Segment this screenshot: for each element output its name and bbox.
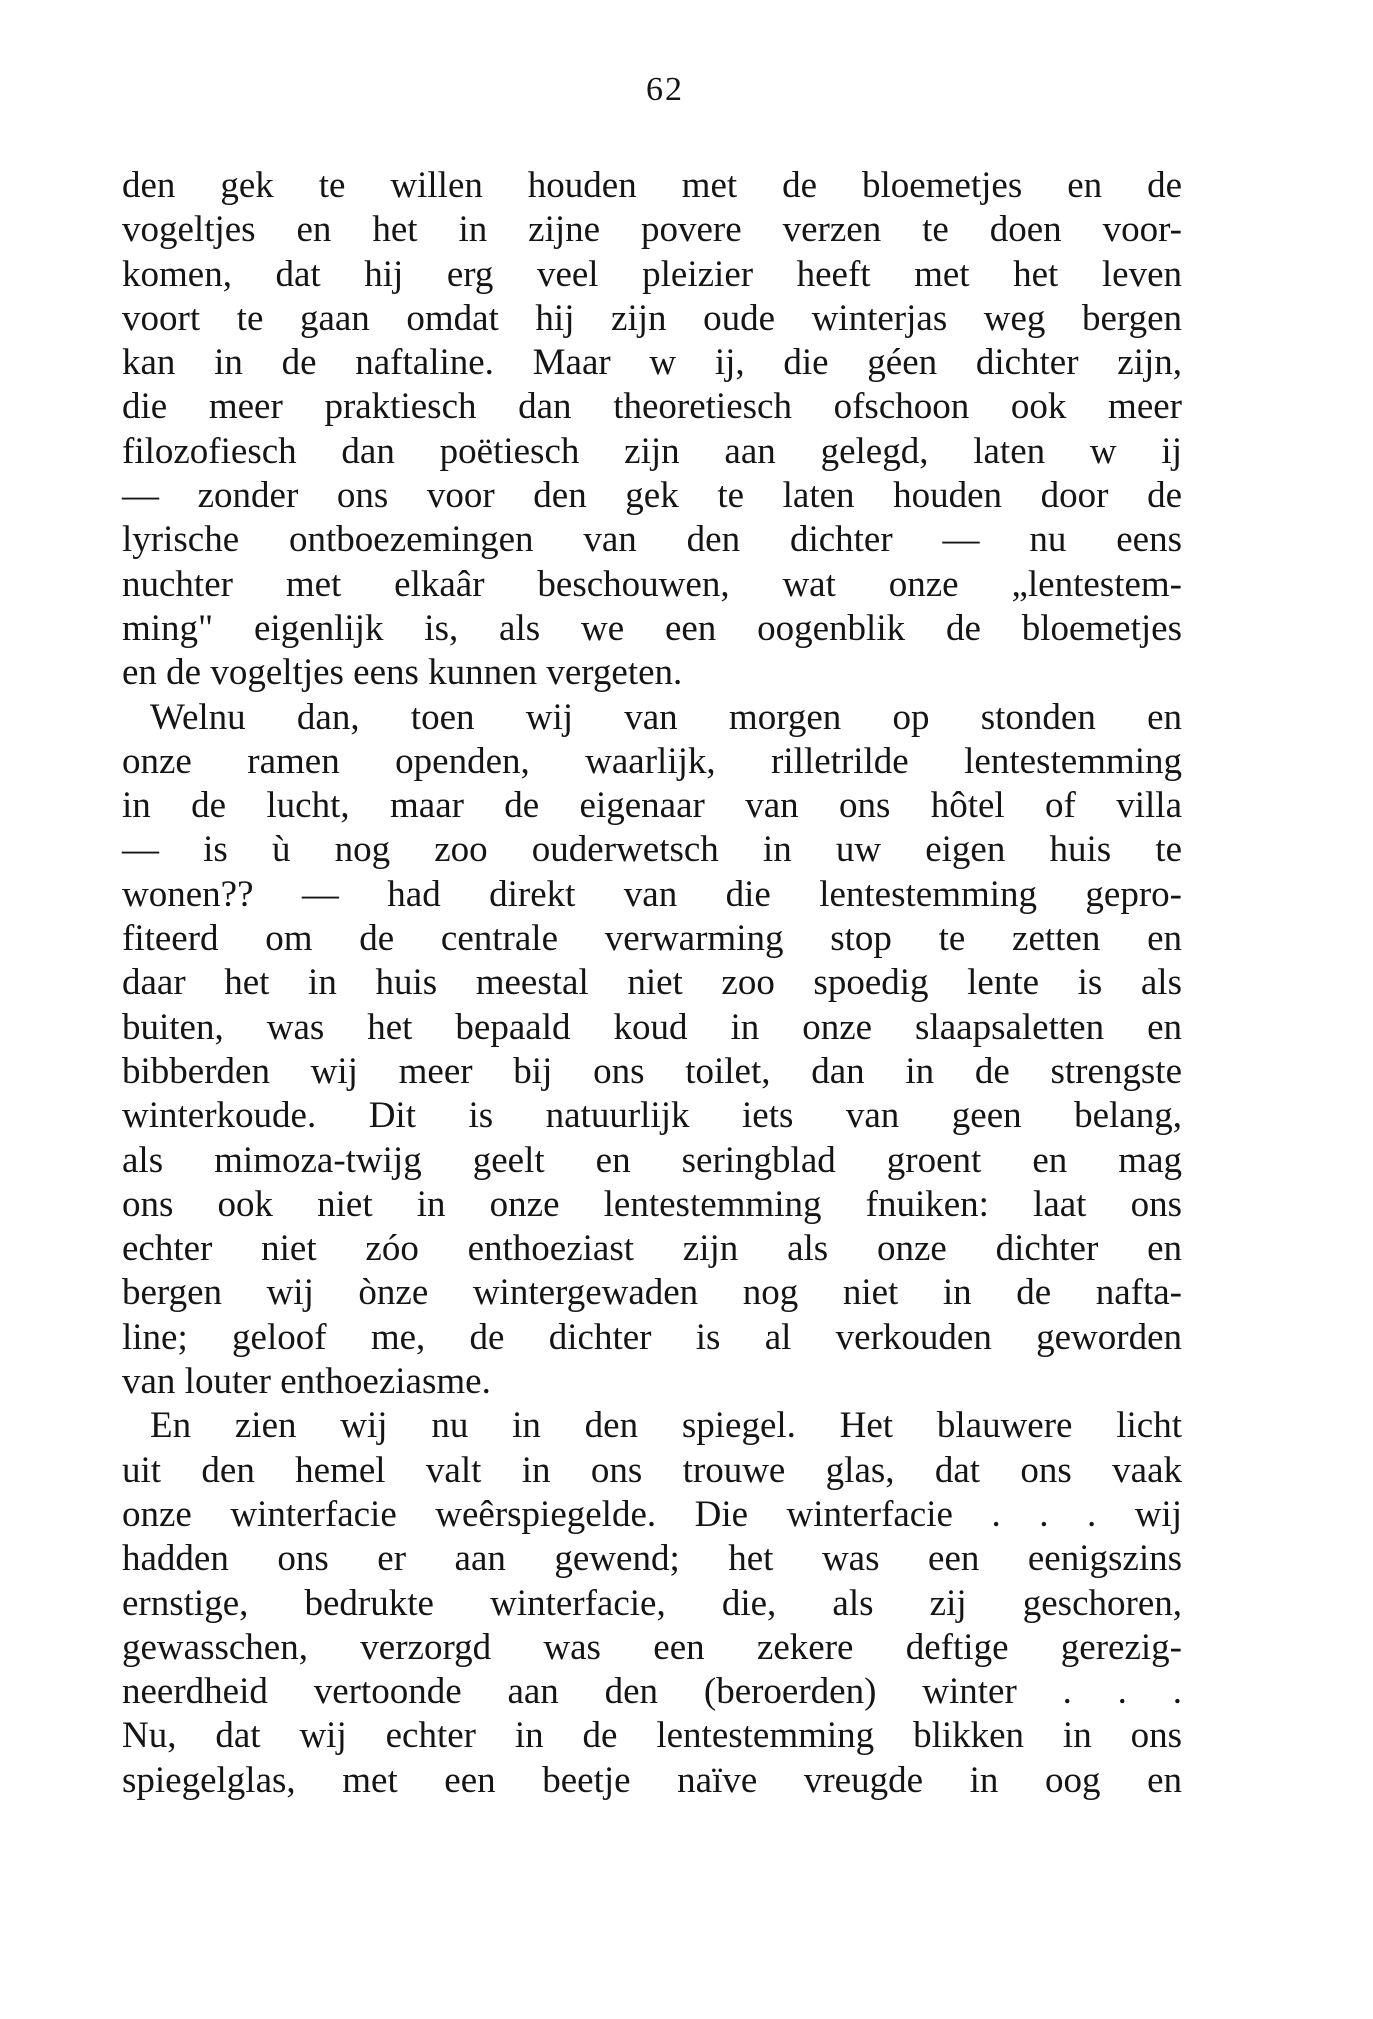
text-line: buiten, was het bepaald koud in onze slaapsaletten en — [122, 1006, 1182, 1048]
paragraph — [122, 1404, 1182, 1803]
text-line: spiegelglas, met een beetje naïve vreugde in oog en — [122, 1759, 1182, 1801]
text-line: Welnu dan, toen wij van morgen op stonden en — [150, 696, 1182, 738]
text-line: ons ook niet in onze lentestemming fnuiken: laat ons — [122, 1183, 1182, 1225]
text-line: lyrische ontboezemingen van den dichter — nu eens — [122, 519, 1182, 561]
paragraph — [122, 696, 1182, 1405]
text-line: neerdheid vertoonde aan den (beroerden) winter . . . — [122, 1671, 1182, 1713]
text-line: fiteerd om de centrale verwarming stop te zetten en — [122, 918, 1182, 960]
text-line: als mimoza-twijg geelt en seringblad groent en mag — [122, 1139, 1182, 1181]
text-line: En zien wij nu in den spiegel. Het blauwere licht — [150, 1405, 1182, 1447]
text-line: onze winterfacie weêrspiegelde. Die winterfacie . . . wij — [122, 1493, 1182, 1535]
text-line: ernstige, bedrukte winterfacie, die, als zij geschoren, — [122, 1582, 1182, 1624]
text-line: line; geloof me, de dichter is al verkouden geworden — [122, 1316, 1182, 1358]
paragraph — [122, 164, 1182, 696]
text-line: bibberden wij meer bij ons toilet, dan in de strengste — [122, 1050, 1182, 1092]
text-line: — zonder ons voor den gek te laten houden door de — [122, 475, 1182, 517]
text-line: komen, dat hij erg veel pleizier heeft met het leven — [122, 253, 1182, 295]
text-line: kan in de naftaline. Maar w ij, die géen dichter zijn, — [122, 342, 1182, 384]
text-line: onze ramen openden, waarlijk, rilletrilde lentestemming — [122, 740, 1182, 782]
text-line: bergen wij ònze wintergewaden nog niet in de nafta- — [122, 1272, 1182, 1314]
text-line: in de lucht, maar de eigenaar van ons hôtel of villa — [122, 785, 1182, 827]
text-line: den gek te willen houden met de bloemetjes en de — [122, 165, 1182, 206]
text-line: echter niet zóo enthoeziast zijn als onze dichter en — [122, 1228, 1182, 1270]
text-line: ming" eigenlijk is, als we een oogenblik de bloemetjes — [122, 607, 1182, 649]
text-line: gewasschen, verzorgd was een zekere deftige gerezig- — [122, 1626, 1182, 1668]
text-line: hadden ons er aan gewend; het was een eenigszins — [122, 1538, 1182, 1580]
text-line: nuchter met elkaâr beschouwen, wat onze „lentestem- — [122, 563, 1182, 605]
text-line: filozofiesch dan poëtiesch zijn aan gelegd, laten w ij — [122, 430, 1182, 472]
body-text — [122, 164, 1182, 1803]
text-line: vogeltjes en het in zijne povere verzen te doen voor- — [122, 209, 1182, 251]
text-line: uit den hemel valt in ons trouwe glas, dat ons vaak — [122, 1449, 1182, 1491]
text-line: winterkoude. Dit is natuurlijk iets van geen belang, — [122, 1095, 1182, 1137]
text-line: Nu, dat wij echter in de lentestemming blikken in ons — [122, 1715, 1182, 1757]
page-number: 62 — [646, 71, 684, 108]
text-line: — is ù nog zoo ouderwetsch in uw eigen huis te — [122, 829, 1182, 871]
text-line: daar het in huis meestal niet zoo spoedig lente is als — [122, 962, 1182, 1004]
text-line: voort te gaan omdat hij zijn oude winterjas weg bergen — [122, 297, 1182, 339]
text-line: die meer praktiesch dan theoretiesch ofschoon ook meer — [122, 386, 1182, 428]
text-line: wonen?? — had direkt van die lentestemming gepro- — [122, 873, 1182, 915]
text-line: en de vogeltjes eens kunnen vergeten. — [122, 652, 683, 694]
text-line: van louter enthoeziasme. — [122, 1361, 491, 1403]
